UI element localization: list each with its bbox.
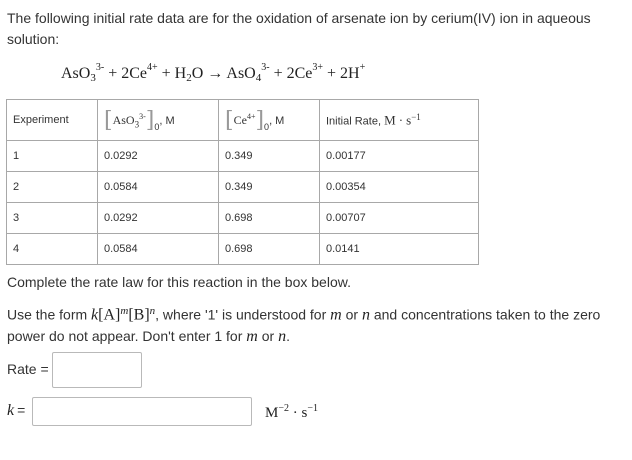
cell-ce: 0.349 (219, 172, 320, 203)
cell-rate: 0.00177 (320, 141, 479, 172)
header-initial-rate: Initial Rate, $M \cdot s^{-1}$ (320, 100, 479, 141)
cell-rate: 0.00354 (320, 172, 479, 203)
reaction-equation: $AsO_3^{3-} + 2Ce^{4+} + H_2O \to AsO_4^{3-} + 2Ce^{3+} + 2H^+$ (61, 62, 366, 84)
rate-data-table (6, 99, 479, 265)
header-experiment: Experiment (7, 100, 98, 141)
table-row (7, 172, 479, 203)
cell-experiment: 2 (7, 172, 98, 203)
rate-law-input[interactable] (52, 352, 142, 388)
table-header-row (7, 100, 479, 141)
cell-aso3: 0.0292 (98, 141, 219, 172)
cell-aso3: 0.0584 (98, 234, 219, 265)
instruction-complete: Complete the rate law for this reaction in the box below. (7, 274, 351, 290)
instruction-form: Use the form $k[A]^m[B]^n$, where '1' is understood for m or n and concentrations taken to the zero power do not appear. Don't enter 1 for m or n. (7, 305, 601, 345)
table-row (7, 234, 479, 265)
k-value-input[interactable] (32, 397, 252, 426)
header-aso3-concentration: $[AsO_3^{3-}]_0$, M (98, 100, 219, 141)
k-label: k = (7, 402, 26, 419)
table-row (7, 203, 479, 234)
cell-ce: 0.698 (219, 234, 320, 265)
cell-rate: 0.00707 (320, 203, 479, 234)
header-ce-concentration: $[Ce^{4+}]_0$, M (219, 100, 320, 141)
cell-experiment: 3 (7, 203, 98, 234)
cell-experiment: 4 (7, 234, 98, 265)
table-row (7, 141, 479, 172)
intro-text: The following initial rate data are for the oxidation of arsenate ion by cerium(IV) ion in aqueous solution: (7, 10, 591, 47)
cell-experiment: 1 (7, 141, 98, 172)
rate-label: Rate = (7, 361, 49, 377)
cell-aso3: 0.0292 (98, 203, 219, 234)
cell-ce: 0.698 (219, 203, 320, 234)
cell-aso3: 0.0584 (98, 172, 219, 203)
k-units: $M^{-2} \cdot s^{-1}$ (265, 403, 318, 421)
cell-rate: 0.0141 (320, 234, 479, 265)
cell-ce: 0.349 (219, 141, 320, 172)
